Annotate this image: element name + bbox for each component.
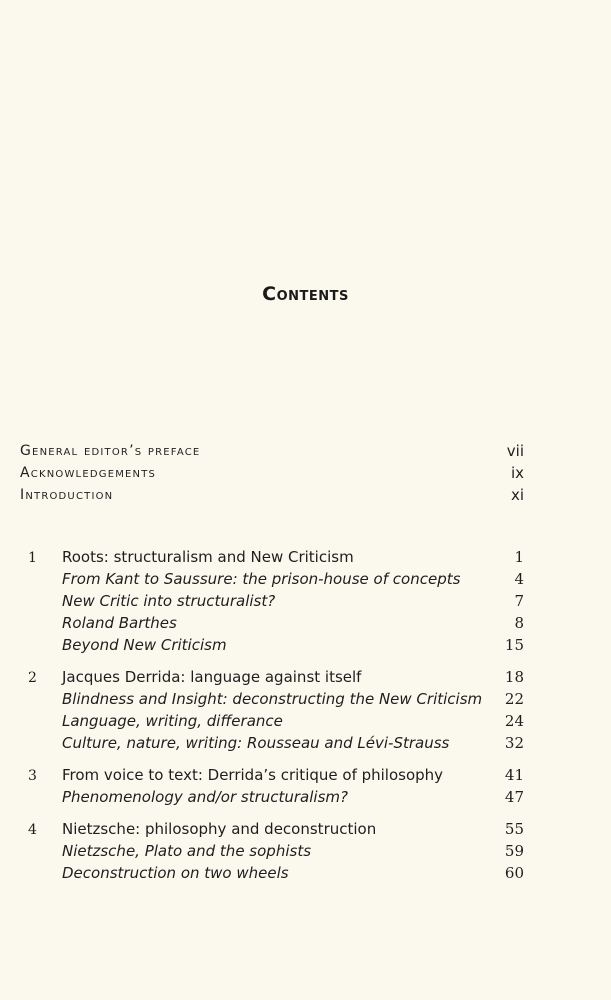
section-row	[20, 634, 525, 656]
section-page: 4	[514, 570, 524, 588]
section-title: From Kant to Saussure: the prison-house of concepts	[62, 570, 461, 588]
section-title: Culture, nature, writing: Rousseau and Lévi-Strauss	[62, 734, 450, 752]
chapter-page: 1	[514, 548, 524, 566]
section-title: Deconstruction on two wheels	[62, 864, 289, 882]
chapter-block	[20, 666, 525, 754]
section-title: New Critic into structuralist?	[62, 592, 276, 610]
section-page: 22	[504, 690, 524, 708]
chapter-page: 41	[504, 766, 524, 784]
front-matter-list	[20, 440, 525, 506]
chapter-title: From voice to text: Derrida’s critique of philosophy	[62, 766, 444, 784]
section-row	[20, 786, 525, 808]
section-row	[20, 612, 525, 634]
section-row	[20, 688, 525, 710]
section-row	[20, 590, 525, 612]
front-matter-label: Introduction	[20, 487, 114, 503]
section-title: Blindness and Insight: deconstructing the New Criticism	[62, 690, 483, 708]
section-row	[20, 732, 525, 754]
front-matter-item	[20, 462, 525, 484]
chapter-row	[20, 666, 525, 688]
section-row	[20, 840, 525, 862]
section-page: 7	[514, 592, 524, 610]
chapter-block	[20, 764, 525, 808]
section-page: 47	[504, 788, 524, 806]
chapter-number: 4	[28, 822, 37, 838]
front-matter-page: ix	[510, 464, 524, 482]
section-row	[20, 862, 525, 884]
section-row	[20, 568, 525, 590]
section-title: Beyond New Criticism	[62, 636, 227, 654]
chapter-block	[20, 818, 525, 884]
front-matter-item	[20, 440, 525, 462]
section-page: 32	[504, 734, 524, 752]
chapter-title: Nietzsche: philosophy and deconstruction	[62, 820, 377, 838]
front-matter-page: vii	[506, 442, 524, 460]
section-page: 59	[504, 842, 524, 860]
chapter-row	[20, 764, 525, 786]
chapter-number: 3	[28, 768, 37, 784]
page-title: Contents	[262, 283, 349, 305]
chapter-row	[20, 818, 525, 840]
chapter-block	[20, 546, 525, 656]
section-page: 24	[504, 712, 524, 730]
front-matter-label: Acknowledgements	[20, 465, 157, 481]
chapter-page: 18	[504, 668, 524, 686]
section-page: 15	[504, 636, 524, 654]
section-title: Roland Barthes	[62, 614, 177, 632]
section-page: 60	[504, 864, 524, 882]
chapter-number: 1	[28, 550, 37, 566]
chapter-list	[20, 546, 525, 894]
chapter-title: Roots: structuralism and New Criticism	[62, 548, 354, 566]
section-row	[20, 710, 525, 732]
chapter-page: 55	[504, 820, 524, 838]
section-title: Language, writing, differance	[62, 712, 283, 730]
section-page: 8	[514, 614, 524, 632]
front-matter-label: General editor’s preface	[20, 443, 201, 459]
chapter-title: Jacques Derrida: language against itself	[62, 668, 362, 686]
section-title: Phenomenology and/or structuralism?	[62, 788, 348, 806]
section-title: Nietzsche, Plato and the sophists	[62, 842, 312, 860]
front-matter-page: xi	[510, 486, 524, 504]
chapter-number: 2	[28, 670, 37, 686]
front-matter-item	[20, 484, 525, 506]
chapter-row	[20, 546, 525, 568]
